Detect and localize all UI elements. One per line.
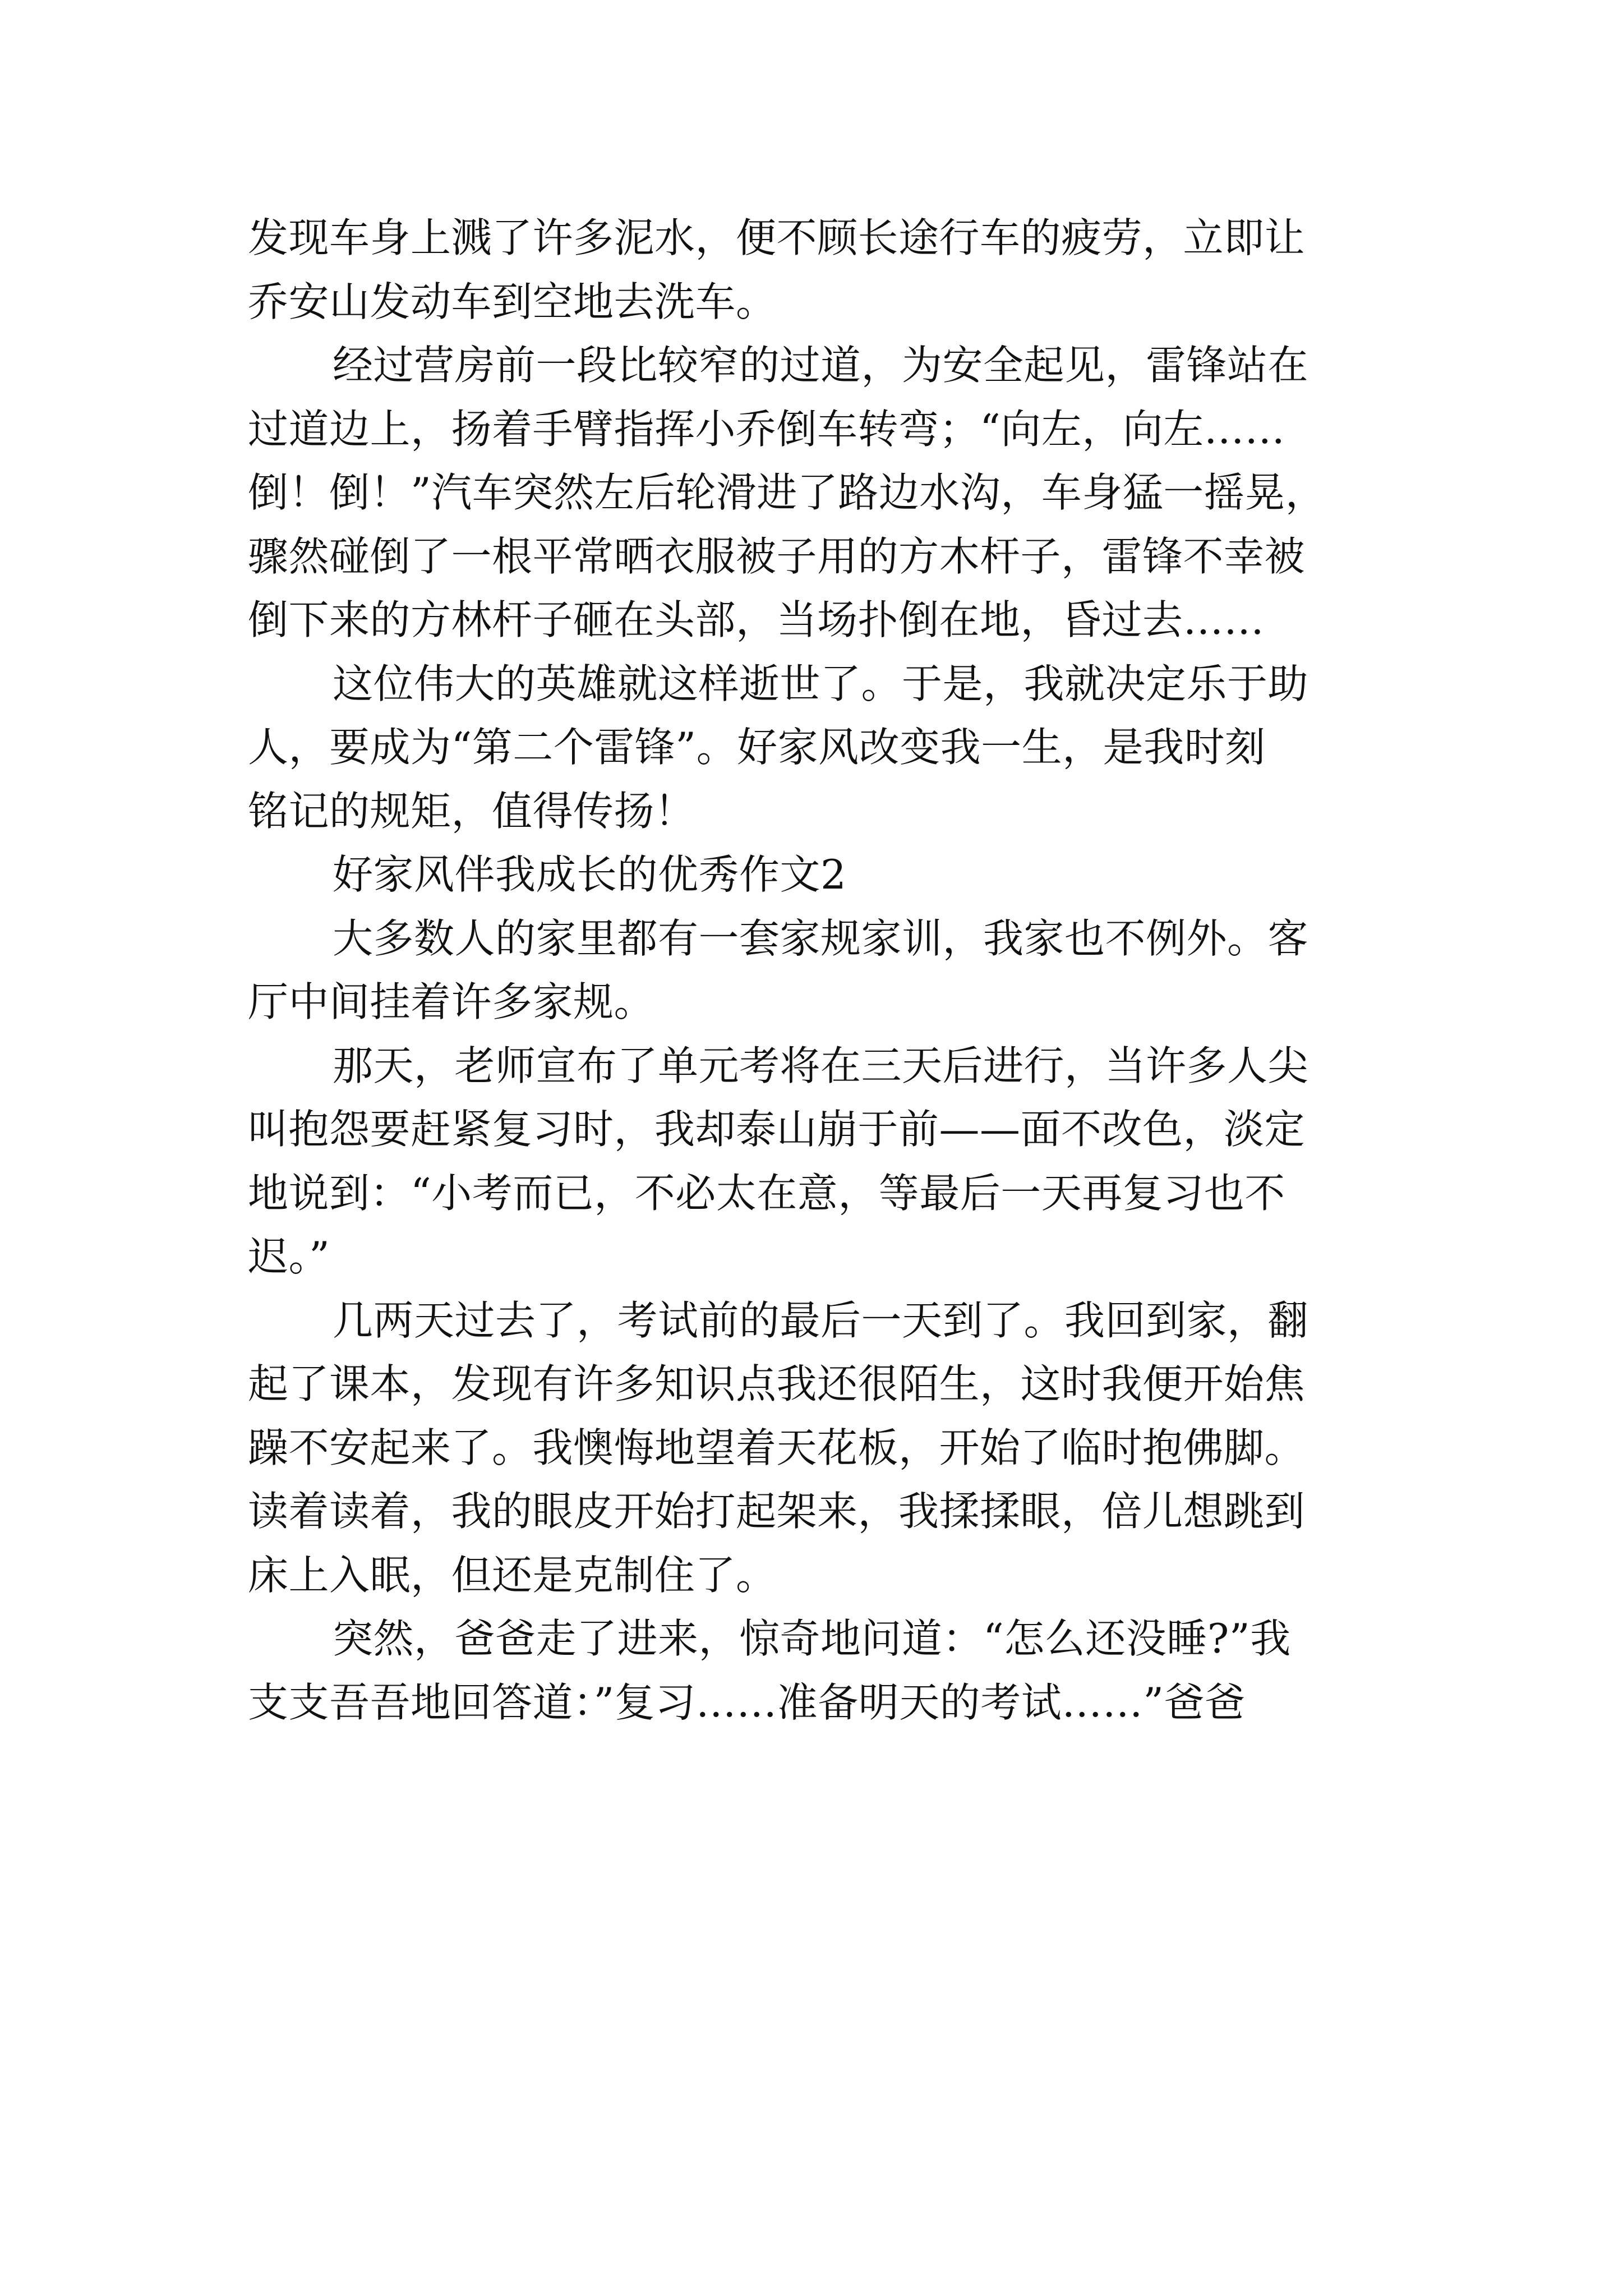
text-line: 躁不安起来了。我懊悔地望着天花板，开始了临时抱佛脚。 [248, 1424, 1306, 1471]
text-line: 地说到：“小考而已，不必太在意，等最后一天再复习也不 [248, 1169, 1285, 1217]
text-line: 人，要成为“第二个雷锋”。好家风改变我一生，是我时刻 [248, 724, 1266, 771]
text-line: 读着读着，我的眼皮开始打起架来，我揉揉眼，倍儿想跳到 [248, 1488, 1306, 1535]
text-line: 支支吾吾地回答道：”复习……准备明天的考试……”爸爸 [248, 1678, 1246, 1726]
text-line: 骤然碰倒了一根平常晒衣服被子用的方木杆子，雷锋不幸被 [248, 532, 1306, 580]
text-line: 几两天过去了，考试前的最后一天到了。我回到家，翻 [333, 1296, 1309, 1344]
text-line: 过道边上，扬着手臂指挥小乔倒车转弯；“向左，向左…… [248, 405, 1285, 453]
text-line: 铭记的规矩，值得传扬！ [248, 787, 695, 835]
text-line: 倒下来的方林杆子砸在头部，当场扑倒在地，昏过去…… [248, 596, 1265, 643]
text-line: 叫抱怨要赶紧复习时，我却泰山崩于前——面不改色，淡定 [248, 1106, 1306, 1153]
text-line: 床上入眠，但还是克制住了。 [248, 1551, 777, 1599]
text-line: 经过营房前一段比较窄的过道，为安全起见，雷锋站在 [333, 342, 1309, 389]
text-line: 突然，爸爸走了进来，惊奇地问道：“怎么还没睡?”我 [333, 1615, 1291, 1662]
text-line: 倒！倒！”汽车突然左后轮滑进了路边水沟，车身猛一摇晃， [248, 469, 1326, 516]
text-line: 这位伟大的英雄就这样逝世了。于是，我就决定乐于助 [333, 660, 1309, 707]
text-line: 那天，老师宣布了单元考将在三天后进行，当许多人尖 [333, 1042, 1309, 1089]
text-line: 起了课本，发现有许多知识点我还很陌生，这时我便开始焦 [248, 1360, 1306, 1407]
text-line: 发现车身上溅了许多泥水，便不顾长途行车的疲劳，立即让 [248, 214, 1306, 261]
essay-text [248, 206, 1375, 1734]
text-line: 大多数人的家里都有一套家规家训，我家也不例外。客 [333, 914, 1309, 962]
section-title: 好家风伴我成长的优秀作文2 [333, 851, 847, 898]
text-line: 迟。” [248, 1233, 330, 1280]
text-line: 乔安山发动车到空地去洗车。 [248, 278, 777, 325]
text-line: 厅中间挂着许多家规。 [248, 978, 655, 1025]
